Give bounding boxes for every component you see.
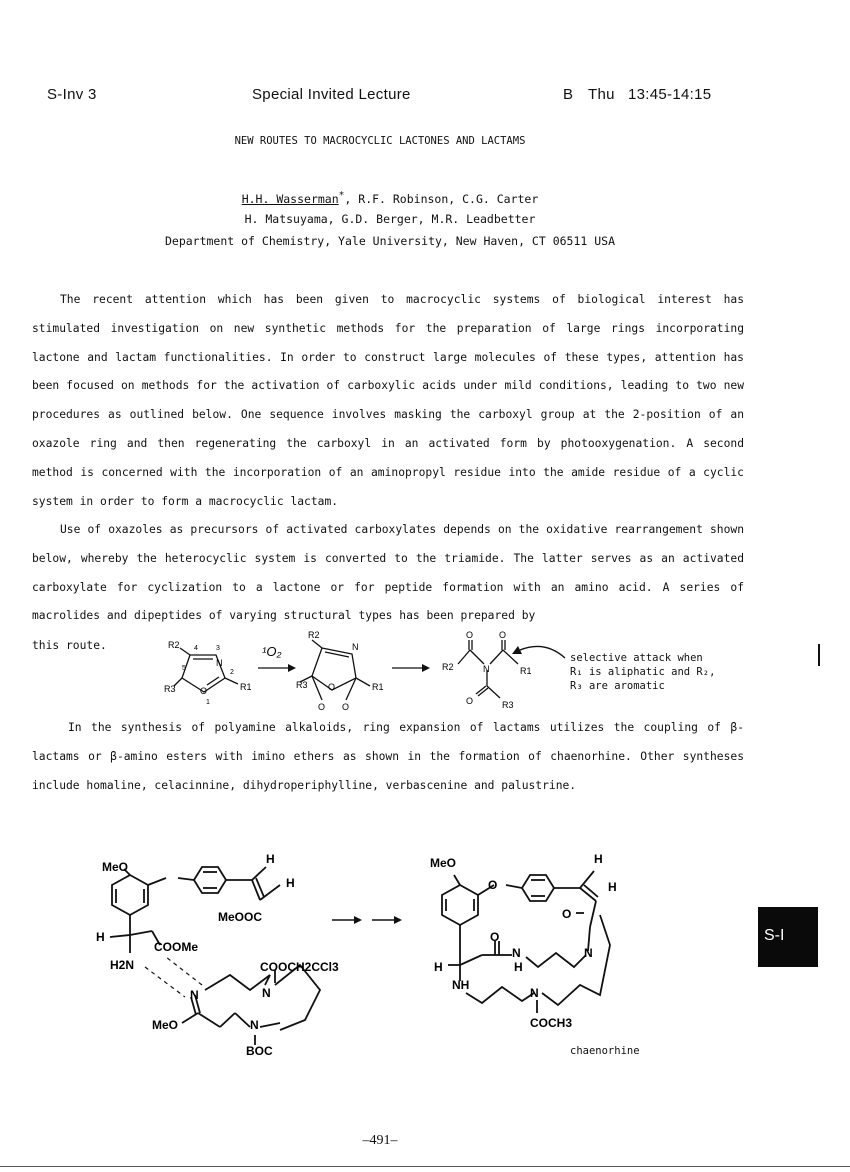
- endoperoxide-n: N: [352, 642, 359, 652]
- endoperoxide-r3: R3: [296, 680, 308, 690]
- peroxide-o2: O: [342, 702, 350, 712]
- right-coch3: COCH3: [530, 1016, 573, 1030]
- left-h-top: H: [266, 852, 275, 866]
- right-meo: MeO: [430, 856, 457, 870]
- lecture-type: Special Invited Lecture: [252, 86, 411, 103]
- left-imine-n: N: [190, 988, 199, 1002]
- paper-title: NEW ROUTES TO MACROCYCLIC LACTONES AND LACTAMS: [234, 135, 526, 147]
- oxazole-pos3: 3: [216, 645, 220, 652]
- triamide-o2: O: [499, 630, 507, 640]
- session-time: 13:45-14:15: [628, 86, 712, 103]
- margin-mark: [818, 644, 820, 666]
- right-ketone-o: O: [562, 907, 572, 921]
- triamide-r1: R1: [520, 666, 532, 676]
- paragraph-1: The recent attention which has been given to macrocyclic systems of biological interest has stimulated investigation on new synthetic methods for the preparation of large rings incorporating lactone and lactam functionalities. In order to construct large molecules of these types, attention has been focused on methods for the activation of carboxylic acids under mild conditions, leading to two new procedures as outlined below. One sequence involves masking the carboxyl group at the 2-position of an oxazole ring and then regenerating the carboxyl in an activated form by photooxygenation. A second method is concerned with the incorporation of an aminopropyl residue into the amide residue of a cyclic system in order to form a macrocyclic lactam.: [32, 293, 744, 508]
- paragraph-2: Use of oxazoles as precursors of activated carboxylates depends on the oxidative rearrangement shown below, whereby the heterocyclic system is converted to the triamide. The latter serves as an activated carboxylate for cyclization to a lactone or for peptide formation with an amino acid. A series of macrolides and dipeptides of varying structural types has been prepared by: [32, 523, 744, 623]
- left-meo-ether: MeO: [152, 1018, 179, 1032]
- left-meo: MeO: [102, 860, 129, 874]
- oxazole-pos1: 1: [206, 699, 210, 706]
- left-coome: COOMe: [154, 940, 199, 954]
- triamide-n: N: [483, 664, 490, 674]
- triamide-o3: O: [466, 696, 474, 706]
- left-boc-n: N: [250, 1018, 259, 1032]
- left-amine-n: N: [262, 986, 271, 1000]
- presenting-author: H.H. Wasserman: [241, 191, 339, 206]
- selectivity-note-2: R₁ is aliphatic and R₂,: [570, 666, 716, 678]
- page-number: –491–: [362, 1133, 398, 1148]
- right-amide-o: O: [490, 930, 500, 944]
- singlet-oxygen-reagent: ¹O₂: [262, 644, 282, 659]
- left-boc: BOC: [246, 1044, 273, 1058]
- right-h-right: H: [608, 880, 617, 894]
- left-cooch2ccl3: COOCH2CCl3: [260, 960, 339, 974]
- presenter-mark: *: [338, 190, 345, 201]
- triamide-r2: R2: [442, 662, 454, 672]
- endoperoxide-r1: R1: [372, 682, 384, 692]
- attack-arrow: [520, 646, 565, 658]
- affiliation: Department of Chemistry, Yale University, New Haven, CT 06511 USA: [164, 234, 616, 248]
- session-letter: B: [563, 86, 574, 103]
- author-line-1: [0, 190, 780, 206]
- oxazole-pos2: 2: [230, 669, 234, 676]
- triamide-o1: O: [466, 630, 474, 640]
- right-lactam-n: N: [584, 946, 593, 960]
- oxazole-n: N: [216, 658, 223, 668]
- right-acetyl-n: N: [530, 986, 539, 1000]
- selectivity-note-3: R₃ are aromatic: [570, 680, 665, 692]
- oxazole-r2: R2: [168, 640, 180, 650]
- product-name: chaenorhine: [570, 1045, 640, 1057]
- right-h-stereo: H: [434, 960, 443, 974]
- right-amide-h: H: [514, 960, 523, 974]
- peroxide-o1: O: [318, 702, 326, 712]
- oxazole-pos5: 5: [182, 665, 186, 672]
- oxazole-o: O: [200, 686, 208, 696]
- paragraph-2-end: this route.: [32, 639, 107, 652]
- paragraph-3: In the synthesis of polyamine alkaloids, ring expansion of lactams utilizes the coupling of β-lactams or β-amino esters with imino ethers as shown in the formation of chaenorhine. Other syntheses include homaline, celacinnine, dihydroperiphylline, verbascenine and palustrine.: [32, 721, 744, 792]
- author-line-2: H. Matsuyama, G.D. Berger, M.R. Leadbetter: [244, 212, 536, 226]
- endoperoxide-r2: R2: [308, 630, 320, 640]
- left-h2n: H2N: [110, 958, 135, 972]
- right-h-top: H: [594, 852, 603, 866]
- left-meooc: MeOOC: [218, 910, 263, 924]
- oxazole-r3: R3: [164, 684, 176, 694]
- left-h-stereo: H: [96, 930, 105, 944]
- oxazole-r1: R1: [240, 682, 252, 692]
- section-tab-label: S-I: [764, 927, 785, 944]
- starting-material-bonds: [110, 867, 320, 1045]
- author-line-1-rest: , R.F. Robinson, C.G. Carter: [344, 191, 539, 206]
- left-h-right: H: [286, 876, 295, 890]
- selectivity-note-1: selective attack when: [570, 652, 703, 664]
- right-nh: NH: [452, 978, 470, 992]
- lecture-code: S-Inv 3: [47, 86, 97, 103]
- triamide-r3: R3: [502, 700, 514, 710]
- endoperoxide-ring-o: O: [328, 682, 336, 692]
- right-amide-n: N: [512, 946, 521, 960]
- chaenorhine-scheme: [90, 845, 670, 1065]
- bottom-edge-line: [0, 1166, 850, 1167]
- section-tab: [758, 907, 818, 967]
- session-day: Thu: [588, 86, 615, 103]
- right-ether-o: O: [488, 878, 498, 892]
- oxazole-pos4: 4: [194, 645, 198, 652]
